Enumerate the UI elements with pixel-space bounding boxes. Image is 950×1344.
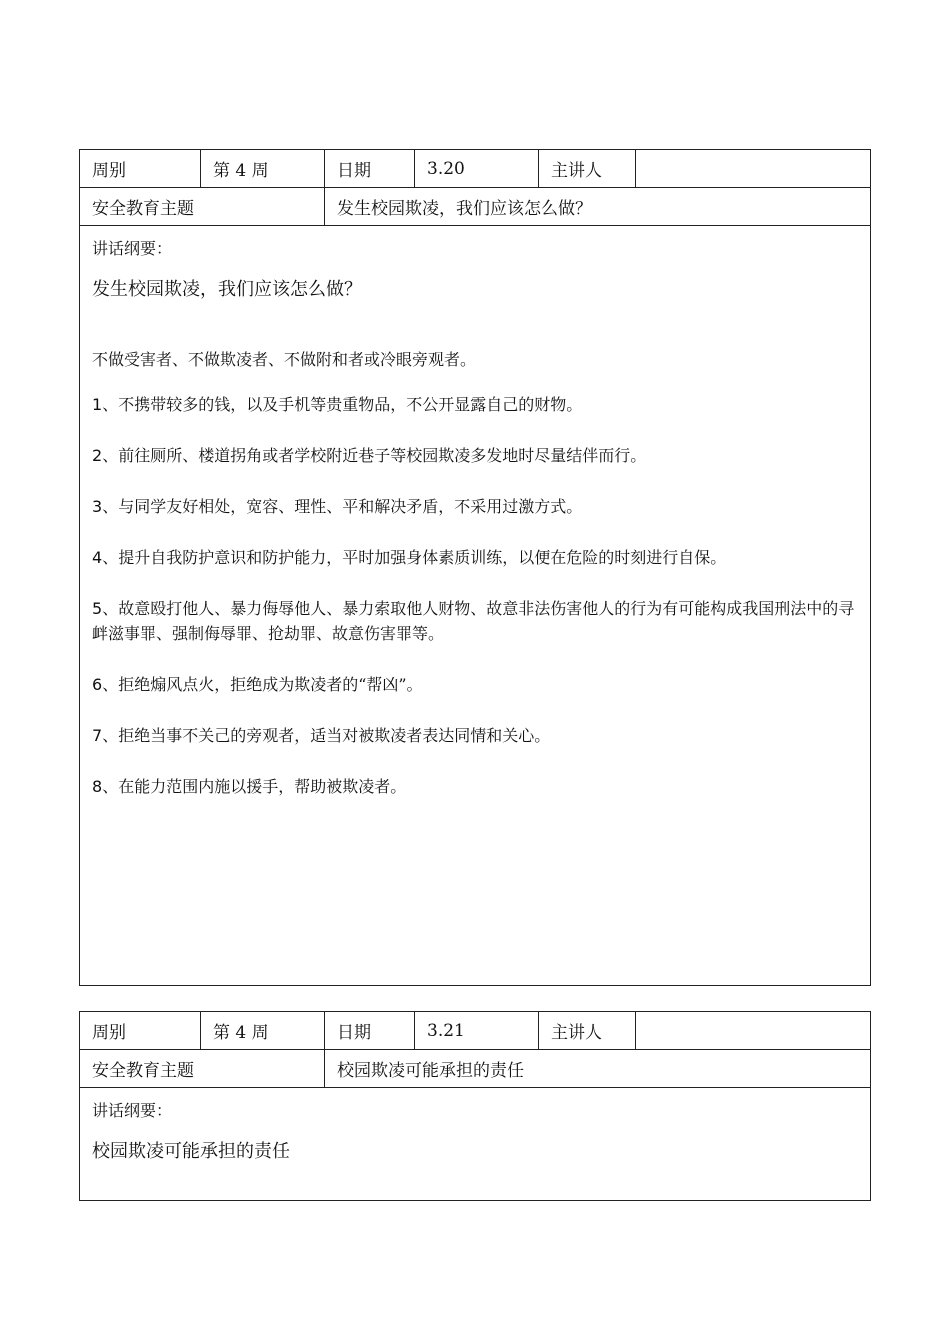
theme-row [80, 1050, 870, 1088]
week-value: 第 4 周 [201, 150, 325, 187]
item-number: 4 [92, 548, 103, 567]
list-item [92, 774, 858, 799]
item-text: 、与同学友好相处，宽容、理性、平和解决矛盾，不采用过激方式。 [102, 497, 583, 516]
outline-body [80, 1088, 870, 1163]
item-number: 3 [92, 497, 103, 516]
outline-label: 讲话纲要： [92, 239, 173, 258]
info-row [80, 150, 870, 188]
speaker-label: 主讲人 [539, 1012, 636, 1049]
item-number: 6 [92, 675, 103, 694]
speaker-value [636, 1012, 870, 1049]
item-text: 、故意殴打他人、暴力侮辱他人、暴力索取他人财物、故意非法伤害他人的行为有可能构成我国刑法中的寻衅滋事罪、强制侮辱罪、抢劫罪、故意伤害罪等。 [92, 599, 855, 643]
item-text: 、不携带较多的钱，以及手机等贵重物品，不公开显露自己的财物。 [102, 395, 583, 414]
item-text: 、拒绝当事不关己的旁观者，适当对被欺凌者表达同情和关心。 [102, 726, 551, 745]
lesson-table-1 [79, 149, 871, 986]
list-item [92, 672, 858, 697]
outline-heading: 校园欺凌可能承担的责任 [92, 1141, 290, 1162]
item-number: 5 [92, 599, 103, 618]
outline-label: 讲话纲要： [92, 1101, 173, 1120]
week-value: 第 4 周 [201, 1012, 325, 1049]
date-value: 3.20 [415, 150, 539, 187]
list-item [92, 545, 858, 570]
outline-body [80, 226, 870, 799]
item-text: 、拒绝煽风点火，拒绝成为欺凌者的“帮凶”。 [102, 675, 423, 694]
list-item [92, 392, 858, 417]
list-item [92, 443, 858, 468]
item-number: 8 [92, 777, 103, 796]
theme-value: 校园欺凌可能承担的责任 [337, 1061, 524, 1081]
date-label: 日期 [325, 150, 415, 187]
item-text: 、前往厕所、楼道拐角或者学校附近巷子等校园欺凌多发地时尽量结伴而行。 [102, 446, 647, 465]
theme-value: 发生校园欺凌，我们应该怎么做？ [337, 199, 592, 219]
outline-intro: 不做受害者、不做欺凌者、不做附和者或冷眼旁观者。 [92, 350, 477, 369]
list-item [92, 723, 858, 748]
item-text: 、在能力范围内施以援手，帮助被欺凌者。 [102, 777, 407, 796]
date-value: 3.21 [415, 1012, 539, 1049]
outline-heading: 发生校园欺凌，我们应该怎么做？ [92, 279, 362, 300]
item-text: 、提升自我防护意识和防护能力，平时加强身体素质训练，以便在危险的时刻进行自保。 [102, 548, 727, 567]
item-number: 2 [92, 446, 103, 465]
item-number: 1 [92, 395, 103, 414]
week-label: 周别 [80, 150, 201, 187]
theme-label: 安全教育主题 [80, 188, 325, 225]
list-item [92, 494, 858, 519]
week-label: 周别 [80, 1012, 201, 1049]
speaker-value [636, 150, 870, 187]
list-item [92, 596, 858, 646]
date-label: 日期 [325, 1012, 415, 1049]
theme-row [80, 188, 870, 226]
speaker-label: 主讲人 [539, 150, 636, 187]
theme-label: 安全教育主题 [80, 1050, 325, 1087]
lesson-table-2 [79, 1011, 871, 1201]
info-row [80, 1012, 870, 1050]
item-number: 7 [92, 726, 103, 745]
